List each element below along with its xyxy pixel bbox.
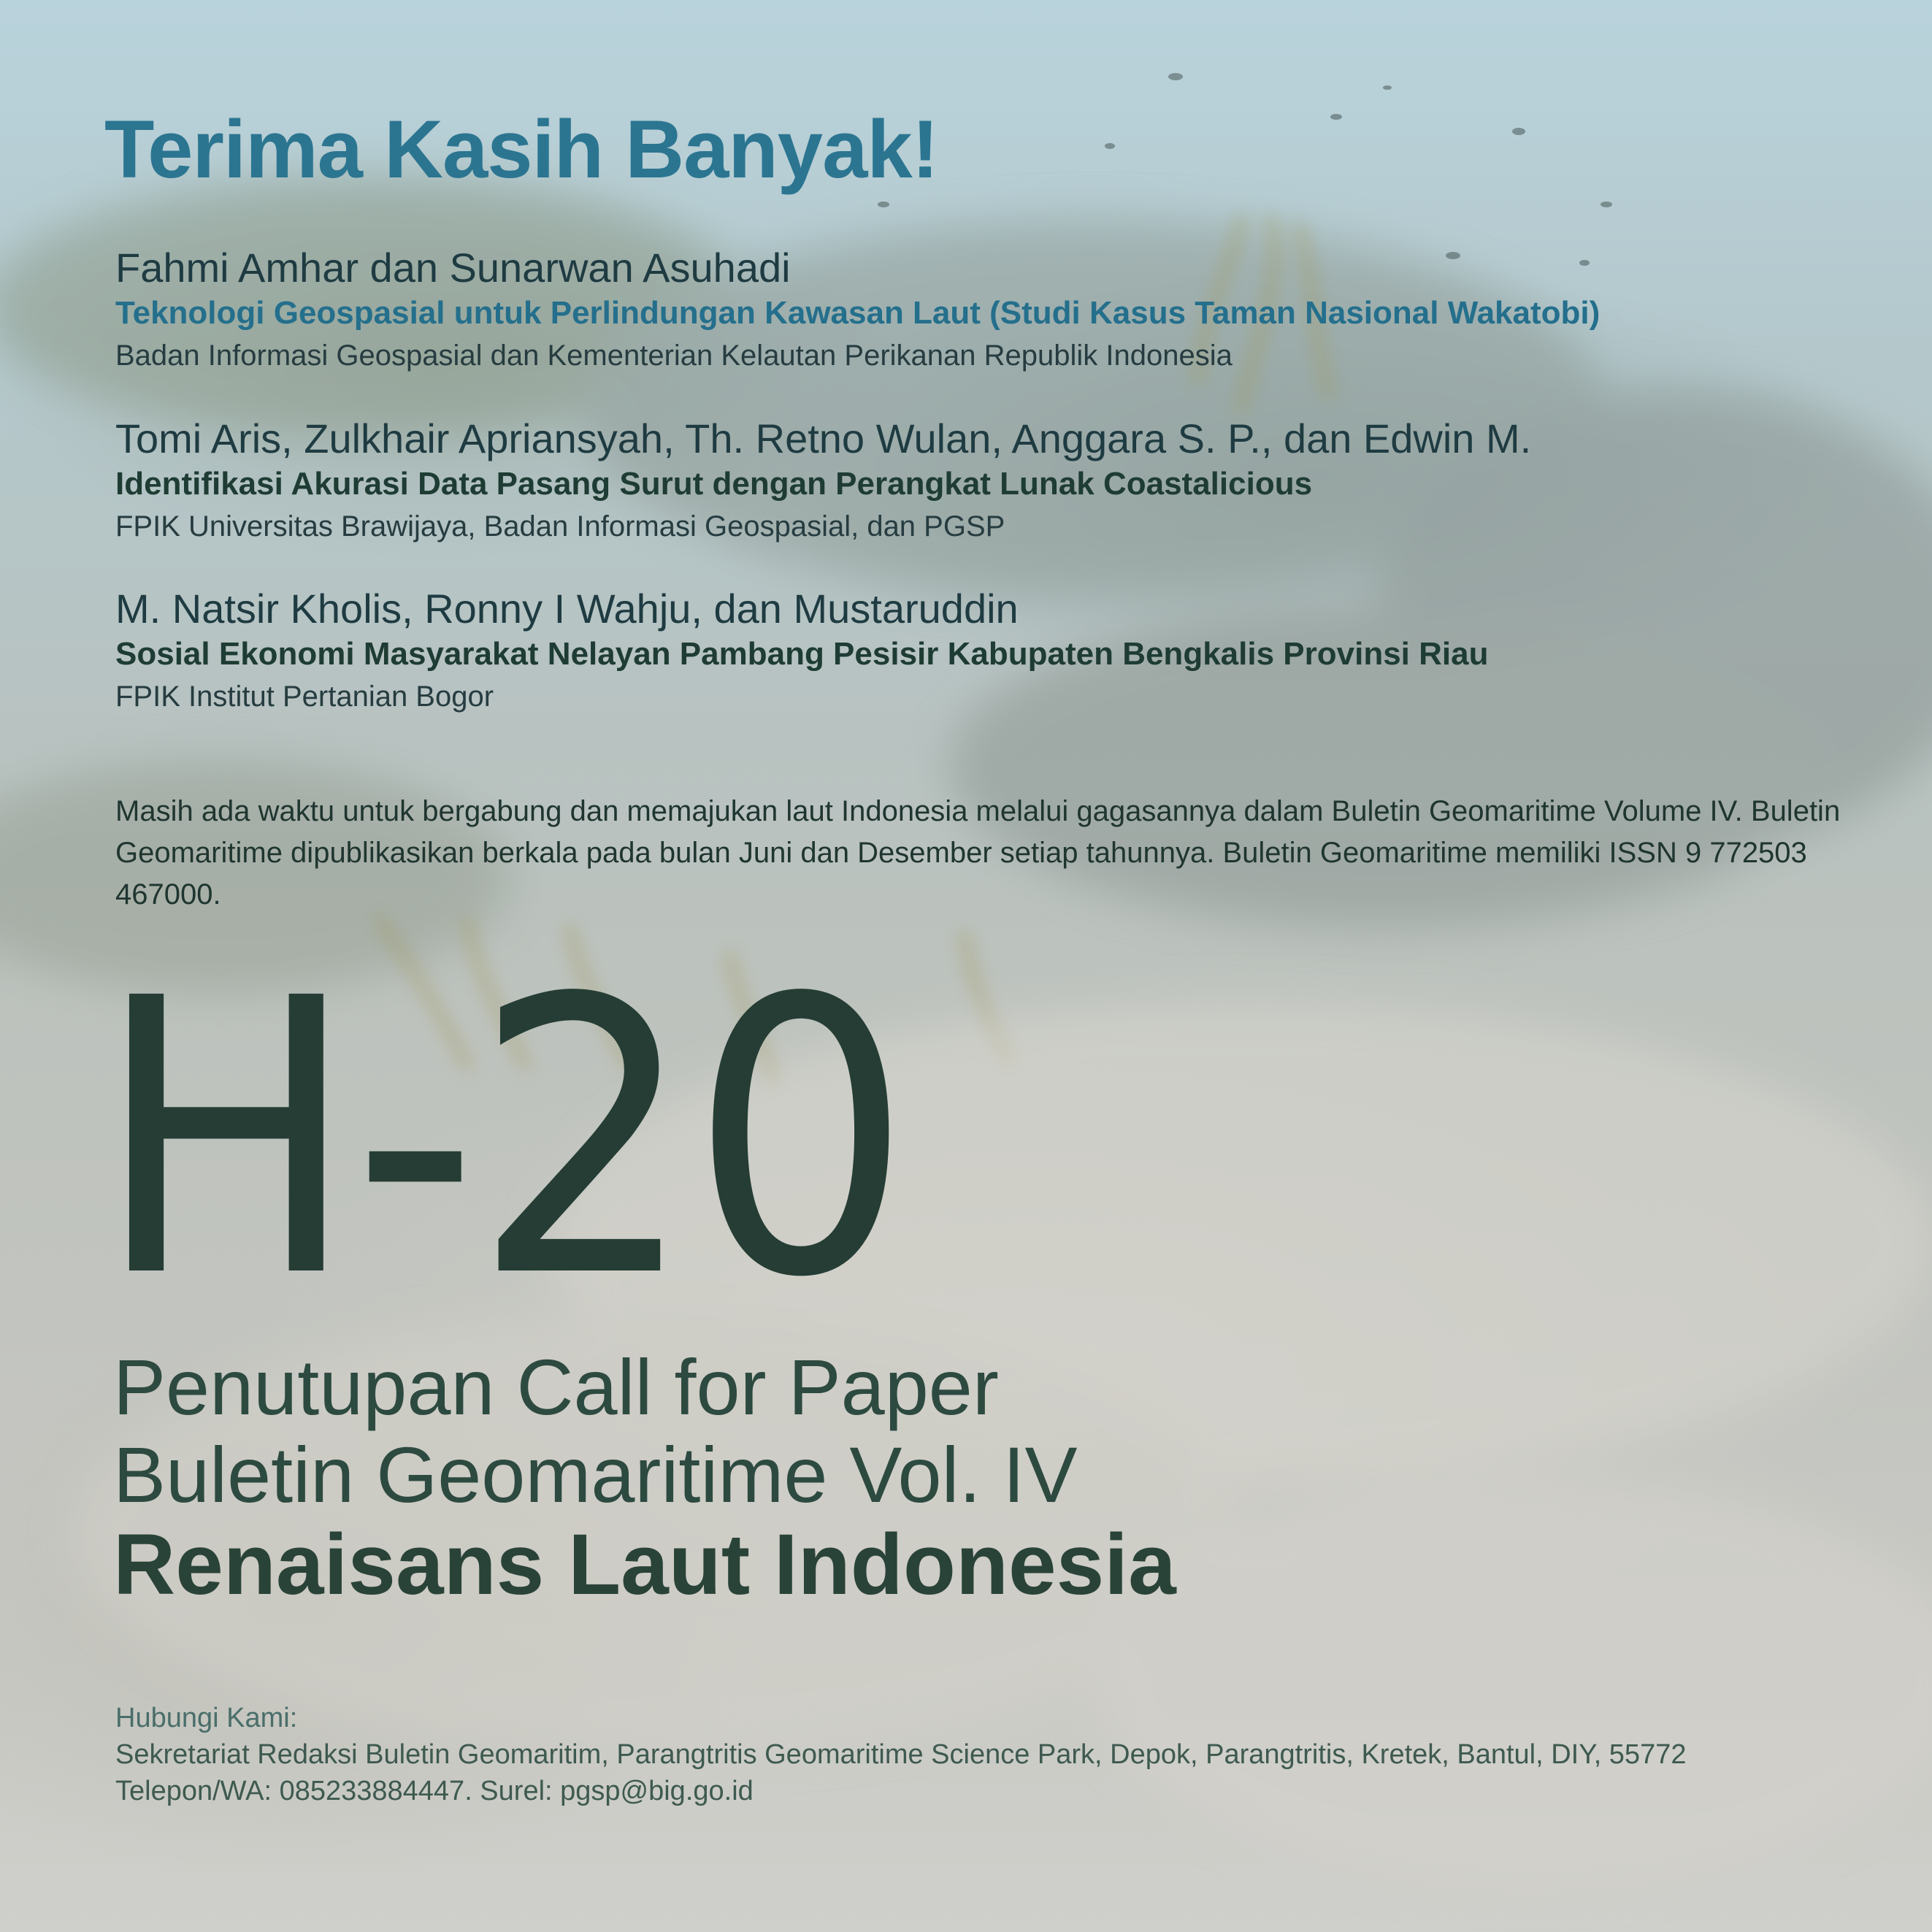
ack-authors: M. Natsir Kholis, Ronny I Wahju, dan Mustaruddin <box>115 586 1019 632</box>
ack-authors: Fahmi Amhar dan Sunarwan Asuhadi <box>115 245 791 291</box>
ack-authors: Tomi Aris, Zulkhair Apriansyah, Th. Retno Wulan, Anggara S. P., dan Edwin M. <box>115 415 1532 461</box>
ack-paper-title: Identifikasi Akurasi Data Pasang Surut dengan Perangkat Lunak Coastalicious <box>115 466 1313 502</box>
acknowledgement-1 <box>115 244 1882 377</box>
contact-label: Hubungi Kami: <box>115 1703 298 1733</box>
contact-block <box>115 1700 1882 1809</box>
ack-paper-title: Sosial Ekonomi Masyarakat Nelayan Pambang Pesisir Kabupaten Bengkalis Provinsi Riau <box>115 636 1489 672</box>
page-title: Terima Kasih Banyak! <box>104 104 938 195</box>
ack-paper-title: Teknologi Geospasial untuk Perlindungan Kawasan Laut (Studi Kasus Taman Nasional Wakatobi) <box>115 295 1601 331</box>
countdown-label: H-20 <box>95 918 907 1360</box>
contact-address: Sekretariat Redaksi Buletin Geomaritim, Parangtritis Geomaritime Science Park, Depok, Parangtritis, Kretek, Bantul, DIY, 55772 <box>115 1739 1687 1770</box>
announcement-paragraph: Masih ada waktu untuk bergabung dan memajukan laut Indonesia melalui gagasannya dalam Buletin Geomaritime Volume IV. Buletin Geomaritime dipublikasikan berkala pada bulan Juni dan Desember setiap tahunnya. Buletin Geomaritime memiliki ISSN 9 772503 467000. <box>115 795 1841 911</box>
closing-line-1: Penutupan Call for Paper <box>113 1343 999 1431</box>
ack-institution: Badan Informasi Geospasial dan Kementerian Kelautan Perikanan Republik Indonesia <box>115 340 1233 372</box>
closing-line-2: Buletin Geomaritime Vol. IV <box>113 1430 1078 1519</box>
ack-institution: FPIK Institut Pertanian Bogor <box>115 681 494 713</box>
acknowledgement-3 <box>115 585 1882 718</box>
acknowledgement-2 <box>115 415 1882 548</box>
ack-institution: FPIK Universitas Brawijaya, Badan Informasi Geospasial, dan PGSP <box>115 510 1005 543</box>
contact-phone-email: Telepon/WA: 085233884447. Surel: pgsp@big.go.id <box>115 1776 754 1806</box>
closing-theme: Renaisans Laut Indonesia <box>113 1517 1176 1613</box>
